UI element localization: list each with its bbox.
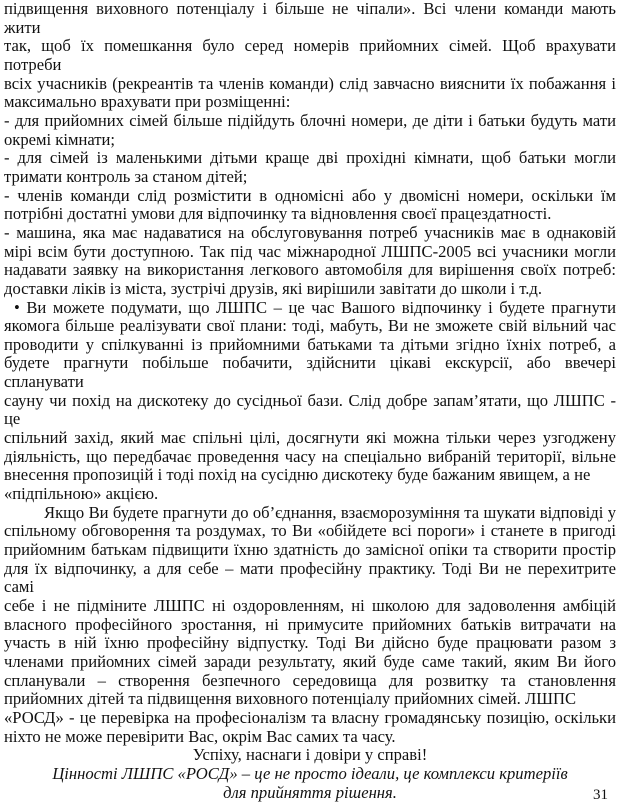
text-line: так, щоб їх помешкання було серед номерів прийомних сімей. Щоб врахувати потреби: [4, 36, 616, 74]
text-line: максимально врахувати при розміщенні:: [4, 92, 291, 112]
text-line: потрібні достатні умови для відпочинку та відновлення своєї працездатності.: [4, 204, 552, 224]
list-item: - членів команди слід розмістити в одномісні або у двомісні номери, оскільки їм: [4, 185, 616, 205]
text-line: якомога більше реалізувати свої плани: тоді, мабуть, Ви не зможете свій вільний час: [4, 316, 616, 336]
text-line: підвищення виховного потенціалу і більше не чіпали». Всі члени команди мають жити: [4, 0, 616, 37]
motto-line: для прийняття рішення.: [223, 782, 397, 802]
text-line: мірі всім бути доступною. Так під час міжнародної ЛШПС-2005 всі учасники могли: [4, 241, 616, 261]
text-line: будете прагнути побільше побачити, здійснити цікаві екскурсії, або ввечері спланувати: [4, 353, 616, 392]
text-line: «РОСД» - це перевірка на професіоналізм та власну громадянську позицію, оскільки: [4, 707, 616, 727]
text-line: спільний захід, який має спільні цілі, досягнути які можна тільки через узгоджену: [4, 428, 616, 448]
text-line: ніхто не може перевірити Вас, окрім Вас самих та часу.: [4, 726, 396, 746]
text-line: прийомних дітей та підвищення виховного потенціалу прийомних сімей. ЛШПС: [4, 689, 577, 709]
bullet-item: • Ви можете подумати, що ЛШПС – це час Вашого відпочинку і будете прагнути: [14, 297, 616, 317]
text-line: діяльність, що передбачає проведення часу на спеціально вибраній території, вільне: [4, 446, 616, 466]
text-line: себе і не підміните ЛШПС ні оздоровленням, ні школою для задоволення амбіцій: [4, 596, 616, 615]
list-item: - для сімей із маленькими дітьми краще дві прохідні кімнати, щоб батьки могли: [4, 148, 616, 168]
closing-line: Успіху, наснаги і довіри у справі!: [192, 745, 428, 765]
text-line: надавати заявку на використання легкового автомобіля для вирішення своїх потреб:: [4, 260, 616, 280]
list-item: - для прийомних сімей більше підійдуть блочні номери, де діти і батьки будуть мати: [4, 110, 616, 130]
document-body: [4, 0, 616, 802]
text-line: сауну чи похід на дискотеку до сусідньої бази. Слід добре запам’ятати, що ЛШПС - це: [4, 390, 616, 429]
text-line: для їх відпочинку, а для себе – мати професійну практику. Тоді Ви не перехитрите самі: [4, 558, 616, 597]
text-line: проводити у спілкуванні із прийомними батьками та дітьми згідно їхніх потреб, а: [4, 334, 616, 354]
motto-line: Цінності ЛШПС «РОСД» – це не просто ідеали, це комплекси критеріїв: [52, 763, 568, 783]
text-line: спільному обговорення та роздумах, то Ви «обійдете всі пороги» і станете в пригоді: [4, 521, 616, 541]
text-line: доставки ліків із міста, зустрічі друзів, які вирішили завітати до школи і т.д.: [4, 278, 543, 298]
text-line: участь в ній їхню професійну відпустку. Тоді Ви дійсно буде працювати разом з: [4, 633, 616, 653]
page-number: 31: [593, 787, 608, 803]
text-line: тримати контроль за станом дітей;: [4, 166, 248, 186]
text-line: «підпільною» акцією.: [4, 484, 159, 504]
list-item: - машина, яка має надаватися на обслуговування потреб учасників має в однаковій: [4, 222, 616, 242]
paragraph-start: Якщо Ви будете прагнути до об’єднання, взаєморозуміння та шукати відповіді у: [44, 502, 616, 522]
text-line: всіх учасників (рекреантів та членів команди) слід завчасно вияснити їх побажання і: [4, 73, 616, 93]
text-line: прийомним батькам підвищити їхню здатність до замісної опіки та створити простір: [4, 540, 616, 560]
text-line: членами прийомних сімей заради результату, який буде саме такий, яким Ви його: [4, 651, 616, 671]
text-line: спланували – створення безпечного середовища для розвитку та становлення: [4, 670, 616, 690]
text-line: внесення пропозицій і тоді похід на сусідню дискотеку буде бажаним явищем, а не: [4, 465, 591, 485]
text-line: окремі кімнати;: [4, 129, 116, 149]
text-line: власного професійного зростання, ні примусите прийомних батьків витрачати на: [4, 614, 616, 634]
